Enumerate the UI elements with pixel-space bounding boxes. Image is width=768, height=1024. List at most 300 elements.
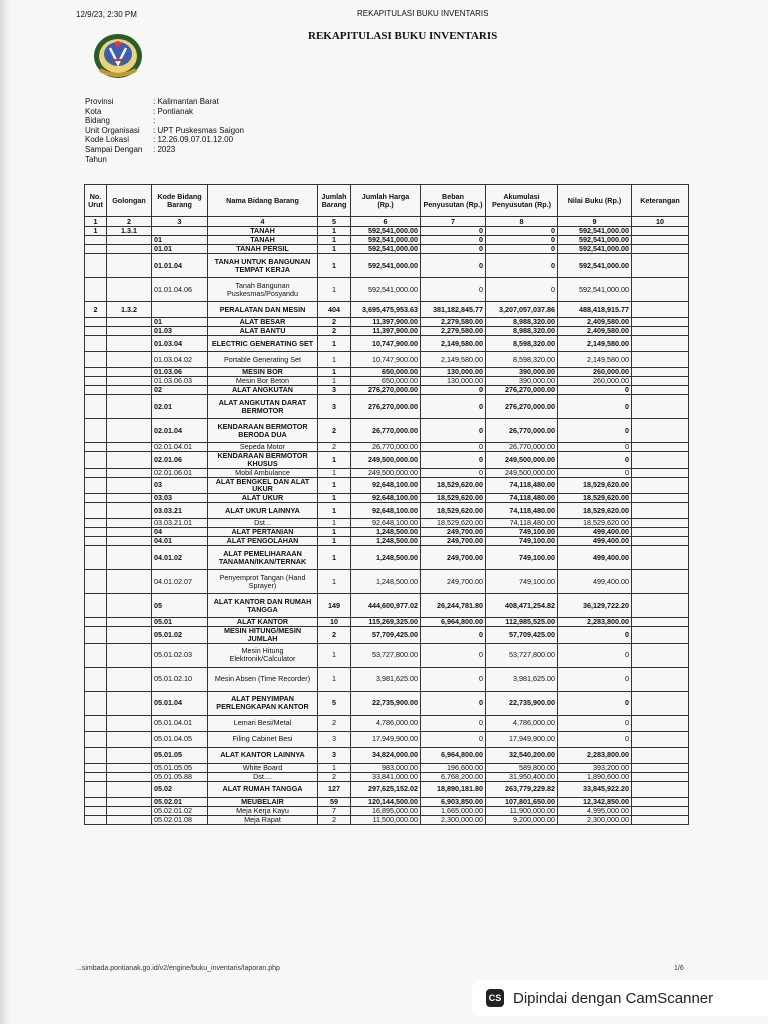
cell-harga: 92,648,100.00 bbox=[351, 494, 421, 503]
cell-no bbox=[85, 327, 107, 336]
cell-nama: MESIN HITUNG/MESIN JUMLAH bbox=[208, 627, 318, 644]
cell-jumlah: 1 bbox=[318, 503, 351, 519]
cell-no bbox=[85, 691, 107, 715]
table-row bbox=[85, 815, 689, 824]
cell-jumlah: 1 bbox=[318, 528, 351, 537]
info-value: : bbox=[153, 116, 156, 126]
cell-nama: TANAH bbox=[208, 236, 318, 245]
table-row bbox=[85, 245, 689, 254]
cell-beban: 130,000.00 bbox=[421, 368, 486, 377]
cell-nama: Filing Cabinet Besi bbox=[208, 731, 318, 747]
location-info bbox=[85, 97, 353, 164]
cell-golongan bbox=[107, 278, 152, 302]
cell-nilai-buku: 18,529,620.00 bbox=[558, 519, 632, 528]
cell-no bbox=[85, 477, 107, 494]
cell-nilai-buku: 499,400.00 bbox=[558, 546, 632, 570]
cell-harga: 249,500,000.00 bbox=[351, 452, 421, 469]
cell-beban: 2,279,580.00 bbox=[421, 318, 486, 327]
cell-kode: 04.01.02.07 bbox=[152, 570, 208, 594]
table-row bbox=[85, 468, 689, 477]
cell-harga: 1,248,500.00 bbox=[351, 537, 421, 546]
column-number: 8 bbox=[486, 217, 558, 227]
cell-harga: 650,000.00 bbox=[351, 377, 421, 386]
column-number: 4 bbox=[208, 217, 318, 227]
cell-keterangan bbox=[632, 254, 689, 278]
cell-nilai-buku: 18,529,620.00 bbox=[558, 494, 632, 503]
cell-no bbox=[85, 452, 107, 469]
cell-beban: 0 bbox=[421, 715, 486, 731]
cell-nama: ALAT PEMELIHARAAN TANAMAN/IKAN/TERNAK bbox=[208, 546, 318, 570]
cell-no bbox=[85, 772, 107, 781]
cell-no bbox=[85, 336, 107, 352]
column-number: 2 bbox=[107, 217, 152, 227]
column-header: Jumlah Harga (Rp.) bbox=[351, 185, 421, 217]
cell-golongan bbox=[107, 667, 152, 691]
cell-akumulasi: 749,100.00 bbox=[486, 537, 558, 546]
cell-golongan bbox=[107, 503, 152, 519]
footer-url: ...simbada.pontianak.go.id/v2/engine/buku_inventaris/laporan.php bbox=[76, 965, 280, 972]
cell-jumlah: 3 bbox=[318, 731, 351, 747]
cell-nilai-buku: 33,845,922.20 bbox=[558, 781, 632, 797]
cell-golongan bbox=[107, 772, 152, 781]
cell-golongan bbox=[107, 452, 152, 469]
cell-akumulasi: 31,950,400.00 bbox=[486, 772, 558, 781]
cell-keterangan bbox=[632, 236, 689, 245]
cell-golongan bbox=[107, 443, 152, 452]
column-header: Golongan bbox=[107, 185, 152, 217]
cell-keterangan bbox=[632, 797, 689, 806]
cell-kode: 02.01.06.01 bbox=[152, 468, 208, 477]
cell-akumulasi: 26,770,000.00 bbox=[486, 443, 558, 452]
cell-nilai-buku: 0 bbox=[558, 395, 632, 419]
cell-nama: ALAT KANTOR bbox=[208, 618, 318, 627]
cell-akumulasi: 8,988,320.00 bbox=[486, 318, 558, 327]
cell-harga: 650,000.00 bbox=[351, 368, 421, 377]
cell-akumulasi: 249,500,000.00 bbox=[486, 452, 558, 469]
cell-harga: 1,248,500.00 bbox=[351, 570, 421, 594]
cell-harga: 10,747,900.00 bbox=[351, 352, 421, 368]
cell-keterangan bbox=[632, 245, 689, 254]
cell-kode bbox=[152, 227, 208, 236]
info-value: : UPT Puskesmas Saigon bbox=[153, 125, 245, 135]
camscanner-icon: CS bbox=[486, 989, 504, 1007]
cell-keterangan bbox=[632, 627, 689, 644]
cell-jumlah: 1 bbox=[318, 278, 351, 302]
cell-golongan bbox=[107, 368, 152, 377]
info-value: : Kalimantan Barat bbox=[153, 97, 219, 106]
cell-jumlah: 1 bbox=[318, 546, 351, 570]
cell-keterangan bbox=[632, 336, 689, 352]
cell-beban: 0 bbox=[421, 452, 486, 469]
cell-nama: ALAT ANGKUTAN DARAT BERMOTOR bbox=[208, 395, 318, 419]
cell-akumulasi: 749,100.00 bbox=[486, 528, 558, 537]
cell-kode: 02.01 bbox=[152, 395, 208, 419]
cell-keterangan bbox=[632, 302, 689, 318]
cell-golongan bbox=[107, 747, 152, 763]
cell-beban: 0 bbox=[421, 667, 486, 691]
cell-kode: 03.03.21.01 bbox=[152, 519, 208, 528]
cell-keterangan bbox=[632, 731, 689, 747]
cell-no bbox=[85, 537, 107, 546]
cell-jumlah: 2 bbox=[318, 772, 351, 781]
cell-akumulasi: 3,207,057,037.86 bbox=[486, 302, 558, 318]
column-number: 10 bbox=[632, 217, 689, 227]
cell-harga: 17,949,900.00 bbox=[351, 731, 421, 747]
cell-akumulasi: 112,985,525.00 bbox=[486, 618, 558, 627]
table-row bbox=[85, 494, 689, 503]
cell-nama: White Board bbox=[208, 763, 318, 772]
cell-jumlah: 1 bbox=[318, 368, 351, 377]
cell-akumulasi: 276,270,000.00 bbox=[486, 395, 558, 419]
print-date: 12/9/23, 2:30 PM bbox=[76, 10, 137, 19]
cell-nama: Sepeda Motor bbox=[208, 443, 318, 452]
cell-kode: 05.01 bbox=[152, 618, 208, 627]
cell-keterangan bbox=[632, 468, 689, 477]
cell-beban: 2,149,580.00 bbox=[421, 336, 486, 352]
cell-jumlah: 10 bbox=[318, 618, 351, 627]
cell-nama: ELECTRIC GENERATING SET bbox=[208, 336, 318, 352]
cell-harga: 33,841,000.00 bbox=[351, 772, 421, 781]
info-value: : 2023 bbox=[153, 144, 176, 154]
cell-golongan bbox=[107, 419, 152, 443]
cell-golongan bbox=[107, 386, 152, 395]
cell-golongan bbox=[107, 528, 152, 537]
cell-golongan bbox=[107, 806, 152, 815]
cell-beban: 0 bbox=[421, 245, 486, 254]
cell-keterangan bbox=[632, 815, 689, 824]
cell-kode: 01 bbox=[152, 318, 208, 327]
table-row bbox=[85, 302, 689, 318]
cell-harga: 592,541,000.00 bbox=[351, 236, 421, 245]
cell-jumlah: 59 bbox=[318, 797, 351, 806]
cell-beban: 18,529,620.00 bbox=[421, 477, 486, 494]
cell-beban: 0 bbox=[421, 236, 486, 245]
cell-jumlah: 1 bbox=[318, 643, 351, 667]
cell-kode: 02.01.04 bbox=[152, 419, 208, 443]
cell-akumulasi: 249,500,000.00 bbox=[486, 468, 558, 477]
cell-keterangan bbox=[632, 570, 689, 594]
inventory-table bbox=[84, 184, 689, 825]
cell-no bbox=[85, 815, 107, 824]
table-row bbox=[85, 747, 689, 763]
scan-edge-shadow bbox=[0, 0, 10, 1024]
cell-keterangan bbox=[632, 318, 689, 327]
cell-nama: ALAT RUMAH TANGGA bbox=[208, 781, 318, 797]
cell-nilai-buku: 592,541,000.00 bbox=[558, 278, 632, 302]
cell-beban: 2,149,580.00 bbox=[421, 352, 486, 368]
cell-beban: 0 bbox=[421, 386, 486, 395]
cell-akumulasi: 9,200,000.00 bbox=[486, 815, 558, 824]
cell-jumlah: 3 bbox=[318, 386, 351, 395]
cell-akumulasi: 8,988,320.00 bbox=[486, 327, 558, 336]
cell-beban: 18,890,181.80 bbox=[421, 781, 486, 797]
cell-nama: MEUBELAIR bbox=[208, 797, 318, 806]
table-row bbox=[85, 368, 689, 377]
cell-no bbox=[85, 546, 107, 570]
info-label: Provinsi bbox=[85, 97, 114, 106]
cell-nilai-buku: 0 bbox=[558, 443, 632, 452]
cell-no bbox=[85, 419, 107, 443]
cell-keterangan bbox=[632, 227, 689, 236]
cell-beban: 18,529,620.00 bbox=[421, 494, 486, 503]
cell-jumlah: 2 bbox=[318, 318, 351, 327]
info-row bbox=[85, 135, 353, 145]
cell-no bbox=[85, 627, 107, 644]
cell-akumulasi: 0 bbox=[486, 227, 558, 236]
cell-keterangan bbox=[632, 452, 689, 469]
cell-nilai-buku: 0 bbox=[558, 627, 632, 644]
cell-kode: 05.01.04.05 bbox=[152, 731, 208, 747]
cell-harga: 983,000.00 bbox=[351, 763, 421, 772]
cell-beban: 0 bbox=[421, 254, 486, 278]
cell-kode: 03 bbox=[152, 477, 208, 494]
cell-akumulasi: 74,118,480.00 bbox=[486, 494, 558, 503]
cell-akumulasi: 8,598,320.00 bbox=[486, 352, 558, 368]
cell-no bbox=[85, 395, 107, 419]
cell-golongan bbox=[107, 546, 152, 570]
cell-akumulasi: 390,000.00 bbox=[486, 368, 558, 377]
cell-kode: 01.03.06.03 bbox=[152, 377, 208, 386]
cell-harga: 592,541,000.00 bbox=[351, 278, 421, 302]
cell-beban: 0 bbox=[421, 278, 486, 302]
cell-keterangan bbox=[632, 537, 689, 546]
cell-kode: 01.03.04 bbox=[152, 336, 208, 352]
cell-golongan bbox=[107, 318, 152, 327]
cell-harga: 297,625,152.02 bbox=[351, 781, 421, 797]
cell-nilai-buku: 592,541,000.00 bbox=[558, 245, 632, 254]
cell-no: 2 bbox=[85, 302, 107, 318]
cell-golongan bbox=[107, 763, 152, 772]
cell-golongan bbox=[107, 395, 152, 419]
cell-nilai-buku: 0 bbox=[558, 667, 632, 691]
cell-akumulasi: 107,801,650.00 bbox=[486, 797, 558, 806]
cell-nama: ALAT KANTOR DAN RUMAH TANGGA bbox=[208, 594, 318, 618]
cell-nilai-buku: 18,529,620.00 bbox=[558, 477, 632, 494]
table-row bbox=[85, 731, 689, 747]
cell-no bbox=[85, 618, 107, 627]
cell-akumulasi: 390,000.00 bbox=[486, 377, 558, 386]
cell-beban: 0 bbox=[421, 731, 486, 747]
table-row bbox=[85, 327, 689, 336]
cell-nilai-buku: 393,200.00 bbox=[558, 763, 632, 772]
info-row bbox=[85, 126, 353, 136]
cell-jumlah: 2 bbox=[318, 443, 351, 452]
cell-nama: PERALATAN DAN MESIN bbox=[208, 302, 318, 318]
cell-kode: 01.03.06 bbox=[152, 368, 208, 377]
column-number: 1 bbox=[85, 217, 107, 227]
cell-nama: Portable Generating Set bbox=[208, 352, 318, 368]
camscanner-text: Dipindai dengan CamScanner bbox=[513, 989, 714, 1007]
cell-nama: TANAH bbox=[208, 227, 318, 236]
cell-akumulasi: 8,598,320.00 bbox=[486, 336, 558, 352]
cell-golongan: 1.3.2 bbox=[107, 302, 152, 318]
cell-nama: Tanah Bangunan Puskesmas/Posyandu bbox=[208, 278, 318, 302]
cell-beban: 0 bbox=[421, 643, 486, 667]
table-row bbox=[85, 227, 689, 236]
cell-nama: Meja Rapat bbox=[208, 815, 318, 824]
cell-nama: ALAT ANGKUTAN bbox=[208, 386, 318, 395]
cell-akumulasi: 276,270,000.00 bbox=[486, 386, 558, 395]
cell-no: 1 bbox=[85, 227, 107, 236]
cell-beban: 0 bbox=[421, 419, 486, 443]
cell-kode: 01.01.04 bbox=[152, 254, 208, 278]
cell-golongan bbox=[107, 236, 152, 245]
cell-beban: 249,700.00 bbox=[421, 570, 486, 594]
cell-no bbox=[85, 667, 107, 691]
cell-beban: 6,768,200.00 bbox=[421, 772, 486, 781]
cell-golongan bbox=[107, 797, 152, 806]
cell-nama: ALAT UKUR LAINNYA bbox=[208, 503, 318, 519]
cell-harga: 249,500,000.00 bbox=[351, 468, 421, 477]
table-row bbox=[85, 519, 689, 528]
cell-no bbox=[85, 494, 107, 503]
cell-jumlah: 1 bbox=[318, 494, 351, 503]
cell-keterangan bbox=[632, 747, 689, 763]
table-row bbox=[85, 546, 689, 570]
cell-beban: 26,244,781.80 bbox=[421, 594, 486, 618]
print-header-title: REKAPITULASI BUKU INVENTARIS bbox=[357, 9, 489, 18]
cell-golongan bbox=[107, 327, 152, 336]
cell-akumulasi: 0 bbox=[486, 254, 558, 278]
cell-keterangan bbox=[632, 528, 689, 537]
info-value: : 12.26.09.07.01.12.00 bbox=[153, 135, 234, 145]
cell-harga: 444,600,977.02 bbox=[351, 594, 421, 618]
cell-no bbox=[85, 278, 107, 302]
cell-kode: 03.03.21 bbox=[152, 503, 208, 519]
cell-jumlah: 3 bbox=[318, 395, 351, 419]
cell-keterangan bbox=[632, 691, 689, 715]
table-row bbox=[85, 336, 689, 352]
cell-harga: 4,786,000.00 bbox=[351, 715, 421, 731]
cell-akumulasi: 74,118,480.00 bbox=[486, 519, 558, 528]
table-row bbox=[85, 254, 689, 278]
cell-beban: 249,700.00 bbox=[421, 546, 486, 570]
cell-kode: 05.01.05 bbox=[152, 747, 208, 763]
table-row bbox=[85, 763, 689, 772]
table-row bbox=[85, 537, 689, 546]
cell-no bbox=[85, 318, 107, 327]
cell-nilai-buku: 18,529,620.00 bbox=[558, 503, 632, 519]
cell-jumlah: 1 bbox=[318, 352, 351, 368]
cell-beban: 130,000.00 bbox=[421, 377, 486, 386]
cell-kode: 05.02.01.02 bbox=[152, 806, 208, 815]
cell-keterangan bbox=[632, 352, 689, 368]
column-header: Keterangan bbox=[632, 185, 689, 217]
cell-kode: 01.03 bbox=[152, 327, 208, 336]
cell-nama: TANAH PERSIL bbox=[208, 245, 318, 254]
cell-harga: 26,770,000.00 bbox=[351, 443, 421, 452]
cell-harga: 22,735,900.00 bbox=[351, 691, 421, 715]
cell-nama: Mesin Absen (Time Recorder) bbox=[208, 667, 318, 691]
cell-jumlah: 1 bbox=[318, 245, 351, 254]
cell-nilai-buku: 0 bbox=[558, 419, 632, 443]
cell-nilai-buku: 260,000.00 bbox=[558, 368, 632, 377]
cell-keterangan bbox=[632, 386, 689, 395]
cell-golongan bbox=[107, 245, 152, 254]
table-row bbox=[85, 318, 689, 327]
cell-akumulasi: 749,100.00 bbox=[486, 570, 558, 594]
cell-jumlah: 127 bbox=[318, 781, 351, 797]
cell-jumlah: 2 bbox=[318, 627, 351, 644]
cell-no bbox=[85, 731, 107, 747]
table-row bbox=[85, 797, 689, 806]
cell-jumlah: 1 bbox=[318, 336, 351, 352]
cell-golongan bbox=[107, 815, 152, 824]
page-number: 1/6 bbox=[674, 965, 684, 972]
cell-kode: 01.03.04.02 bbox=[152, 352, 208, 368]
cell-akumulasi: 749,100.00 bbox=[486, 546, 558, 570]
cell-kode: 02.01.04.01 bbox=[152, 443, 208, 452]
cell-nama: ALAT BANTU bbox=[208, 327, 318, 336]
cell-nama: ALAT BESAR bbox=[208, 318, 318, 327]
cell-no bbox=[85, 763, 107, 772]
cell-akumulasi: 57,709,425.00 bbox=[486, 627, 558, 644]
cell-nilai-buku: 592,541,000.00 bbox=[558, 254, 632, 278]
column-header: Nilai Buku (Rp.) bbox=[558, 185, 632, 217]
cell-akumulasi: 589,800.00 bbox=[486, 763, 558, 772]
cell-jumlah: 149 bbox=[318, 594, 351, 618]
cell-jumlah: 1 bbox=[318, 537, 351, 546]
cell-beban: 2,279,580.00 bbox=[421, 327, 486, 336]
cell-akumulasi: 32,540,200.00 bbox=[486, 747, 558, 763]
table-row bbox=[85, 643, 689, 667]
cell-keterangan bbox=[632, 546, 689, 570]
cell-harga: 11,397,900.00 bbox=[351, 327, 421, 336]
cell-no bbox=[85, 643, 107, 667]
cell-no bbox=[85, 594, 107, 618]
cell-no bbox=[85, 781, 107, 797]
cell-beban: 381,182,845.77 bbox=[421, 302, 486, 318]
cell-jumlah: 1 bbox=[318, 570, 351, 594]
cell-beban: 6,964,800.00 bbox=[421, 618, 486, 627]
cell-kode: 05.02.01.08 bbox=[152, 815, 208, 824]
table-row bbox=[85, 570, 689, 594]
table-row bbox=[85, 772, 689, 781]
cell-nama: TANAH UNTUK BANGUNAN TEMPAT KERJA bbox=[208, 254, 318, 278]
cell-keterangan bbox=[632, 519, 689, 528]
cell-jumlah: 5 bbox=[318, 691, 351, 715]
table-row bbox=[85, 443, 689, 452]
cell-golongan bbox=[107, 715, 152, 731]
table-row bbox=[85, 395, 689, 419]
cell-nama: Dst... bbox=[208, 519, 318, 528]
cell-harga: 120,144,500.00 bbox=[351, 797, 421, 806]
cell-kode: 05.01.02 bbox=[152, 627, 208, 644]
cell-harga: 115,269,325.00 bbox=[351, 618, 421, 627]
cell-nilai-buku: 2,409,580.00 bbox=[558, 327, 632, 336]
cell-golongan bbox=[107, 352, 152, 368]
cell-golongan bbox=[107, 468, 152, 477]
cell-akumulasi: 408,471,254.82 bbox=[486, 594, 558, 618]
cell-nilai-buku: 0 bbox=[558, 691, 632, 715]
cell-no bbox=[85, 570, 107, 594]
cell-akumulasi: 74,118,480.00 bbox=[486, 477, 558, 494]
cell-kode bbox=[152, 302, 208, 318]
cell-keterangan bbox=[632, 503, 689, 519]
cell-akumulasi: 4,786,000.00 bbox=[486, 715, 558, 731]
cell-no bbox=[85, 468, 107, 477]
cell-keterangan bbox=[632, 327, 689, 336]
cell-jumlah: 1 bbox=[318, 377, 351, 386]
cell-nilai-buku: 0 bbox=[558, 715, 632, 731]
cell-akumulasi: 53,727,800.00 bbox=[486, 643, 558, 667]
cell-nama: Lemari Besi/Metal bbox=[208, 715, 318, 731]
cell-no bbox=[85, 377, 107, 386]
cell-nilai-buku: 499,400.00 bbox=[558, 537, 632, 546]
cell-kode: 05.01.04.01 bbox=[152, 715, 208, 731]
cell-no bbox=[85, 797, 107, 806]
cell-harga: 276,270,000.00 bbox=[351, 395, 421, 419]
